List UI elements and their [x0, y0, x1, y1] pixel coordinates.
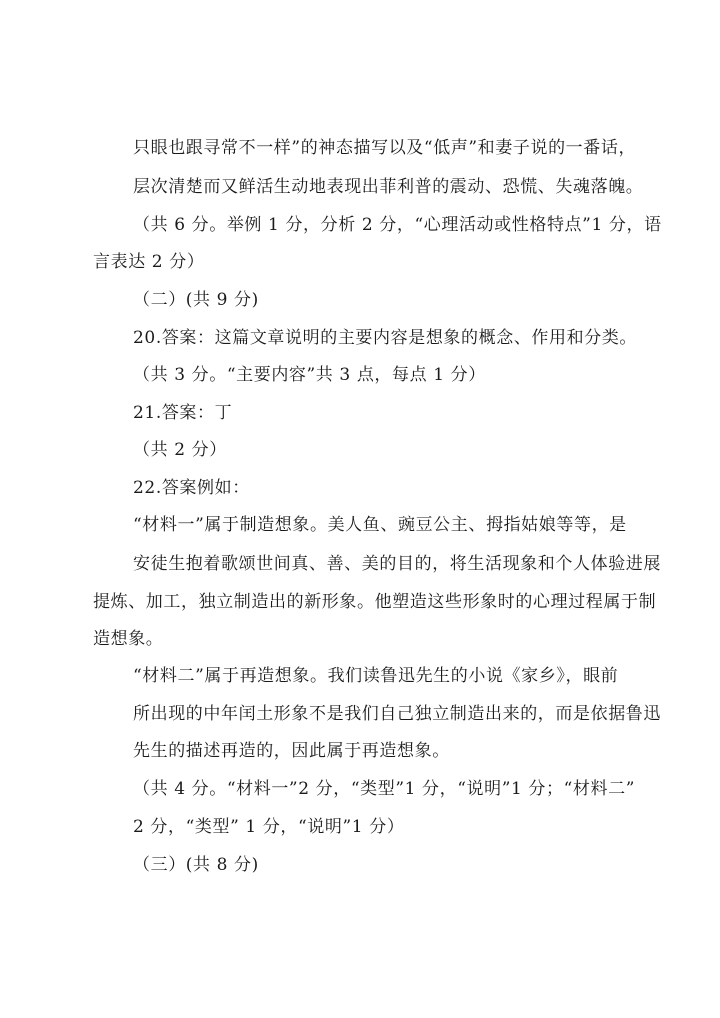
text-line: 言表达 2 分）: [93, 252, 205, 272]
text-line: 2 分，“类型” 1 分，“说明”1 分）: [133, 817, 405, 837]
text-line: 层次清楚而又鲜活生动地表现出菲利普的震动、恐慌、失魂落魄。: [133, 177, 644, 197]
section-heading: （三）(共 8 分): [133, 855, 259, 875]
text-line: （共 2 分）: [133, 440, 227, 460]
text-line: 先生的描述再造的，因此属于再造想象。: [133, 741, 450, 761]
text-line: 22.答案例如：: [133, 478, 250, 498]
text-line: 只眼也跟寻常不一样”的神态描写以及“低声”和妻子说的一番话，: [133, 138, 637, 158]
section-heading: （二）(共 9 分): [133, 290, 259, 310]
text-line: “材料二”属于再造想象。我们读鲁迅先生的小说《家乡》，眼前: [133, 666, 619, 686]
text-line: 20.答案：这篇文章说明的主要内容是想象的概念、作用和分类。: [133, 328, 638, 348]
text-line: 安徒生抱着歌颂世间真、善、美的目的，将生活现象和个人体验进展: [133, 554, 661, 574]
text-line: 提炼、加工，独立制造出的新形象。他塑造这些形象时的心理过程属于制: [93, 592, 657, 612]
text-line: “材料一”属于制造想象。美人鱼、豌豆公主、拇指姑娘等等，是: [133, 515, 627, 535]
text-line: 造想象。: [93, 629, 164, 649]
text-line: （共 6 分。举例 1 分，分析 2 分，“心理活动或性格特点”1 分，语: [133, 215, 662, 235]
text-line: 所出现的中年闰土形象不是我们自己独立制造出来的，而是依据鲁迅: [133, 704, 661, 724]
text-line: （共 3 分。“主要内容”共 3 点，每点 1 分）: [133, 365, 486, 385]
text-line: 21.答案：丁: [133, 403, 233, 423]
text-line: （共 4 分。“材料一”2 分，“类型”1 分，“说明”1 分；“材料二”: [133, 779, 636, 799]
